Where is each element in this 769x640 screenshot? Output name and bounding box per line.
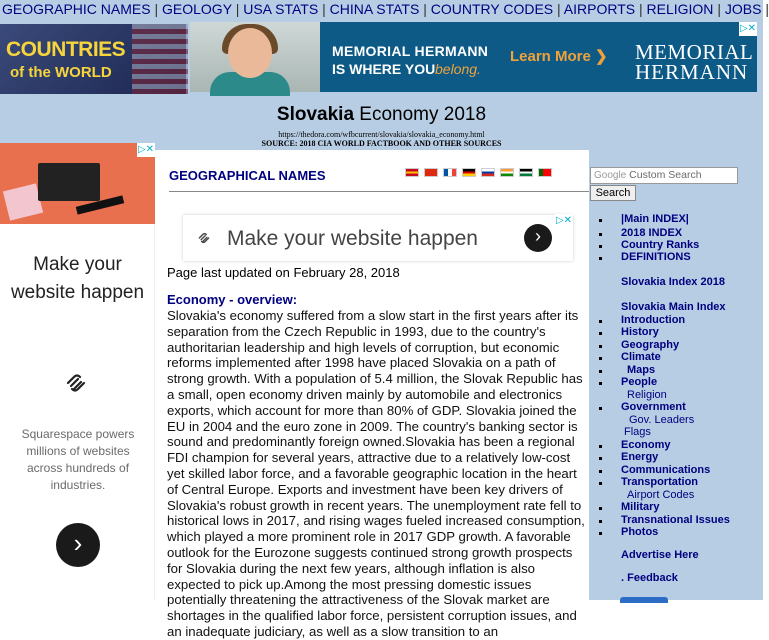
sidebar-item-photos[interactable]: Photos (621, 526, 659, 538)
sidebar-item-flags[interactable]: Flags (624, 426, 651, 438)
bullet-icon (599, 245, 602, 248)
sidebar-item-energy[interactable]: Energy (621, 451, 659, 463)
section-heading: Economy - overview: (167, 292, 298, 307)
bullet-icon (599, 532, 602, 535)
sidebar-item-feedback[interactable]: . Feedback (621, 572, 678, 584)
ad-brand-line-1: MEMORIAL (635, 40, 754, 64)
ad-headline: MEMORIAL HERMANN (332, 43, 489, 59)
source-note: SOURCE: 2018 CIA WORLD FACTBOOK AND OTHER SOURCES (261, 139, 502, 148)
sidebar-item-slovakia-index-2018[interactable]: Slovakia Index 2018 (621, 276, 725, 288)
inline-ad[interactable] (183, 215, 573, 261)
nav-link-geographic-names[interactable]: GEOGRAPHIC NAMES (2, 1, 151, 17)
sidebar-item-transportation[interactable]: Transportation (621, 476, 699, 488)
arabic-flag[interactable] (519, 168, 533, 177)
feedback-badge[interactable] (620, 597, 668, 603)
search-button[interactable]: Search (590, 185, 636, 201)
economy-overview-text: Slovakia's economy suffered from a slow start in the first years after its separation from the Czech Republic in 1993, due to the country's authoritarian leadership and high levels of corruption, but economic reforms implemented after 1998 have placed Slovakia on a path of strong growth. With a population of 5.4 million, the Slovak Republic has a small, open economy driven mainly by automobile and electronics exports, which account for more than 80% of GDP. Slovakia joined the EU in 2004 and the euro zone in 2009. The country's banking sector is sound and predominantly foreign owned.Slovakia has been a regional FDI champion for several years, attractive due to a relatively low-cost yet skilled labor force, and a favorable geographic location in the heart of Central Europe. Exports and investment have been key drivers of Slovakia's robust growth in recent years. The unemployment rate fell to historical lows in 2017, and rising wages fueled increased consumption, which played a more prominent role in 2017 GDP growth. A favorable outlook for the Eurozone suggests continued strong growth prospects for Slovakia during the next few years, although inflation is also expected to pick up.Among the most pressing domestic issues potentially threatening the attractiveness of the Slovak market are shortages in the qualified labor force, persistent corruption issues, and an inadequate judiciary, as well as a slow transition to an (167, 308, 585, 639)
sidebar-item-government[interactable]: Government (621, 401, 686, 413)
top-banner-ad[interactable] (190, 22, 757, 92)
ad-headline: Make your website happen (10, 254, 145, 303)
nav-link-religion[interactable]: RELIGION (646, 1, 714, 17)
logo-line-1: COUNTRIES (6, 38, 126, 61)
geographical-names-heading[interactable]: GEOGRAPHICAL NAMES (169, 168, 326, 183)
site-logo[interactable] (0, 24, 188, 94)
france-flag[interactable] (443, 168, 457, 177)
inline-ad-next-button[interactable]: › (524, 224, 552, 252)
divider (169, 191, 589, 192)
bullet-icon (599, 320, 602, 323)
sidebar-item-religion[interactable]: Religion (627, 389, 667, 401)
adchoices-icon[interactable]: ▷✕ (555, 215, 573, 226)
sidebar-item-introduction[interactable]: Introduction (621, 314, 686, 326)
ad-product-image (0, 143, 155, 224)
sidebar-item-history[interactable]: History (621, 326, 659, 338)
inline-ad-text: Make your website happen (227, 227, 478, 250)
sidebar-item-military[interactable]: Military (621, 501, 660, 513)
sidebar-item-people[interactable]: People (621, 376, 658, 388)
search-placeholder: Custom Search (629, 169, 702, 181)
sidebar-item-geography[interactable]: Geography (621, 339, 680, 351)
nav-link-geology[interactable]: GEOLOGY (162, 1, 232, 17)
last-updated-text: Page last updated on February 28, 2018 (167, 265, 400, 280)
ad-subline: IS WHERE YOU (332, 61, 436, 77)
page-title-area (0, 96, 763, 150)
sidebar-item-transnational-issues[interactable]: Transnational Issues (621, 514, 730, 526)
ad-photo (190, 22, 320, 92)
page-url: https://thedora.com/wfbcurrent/slovakia/slovakia_economy.html (278, 130, 485, 139)
sidebar-item-economy[interactable]: Economy (621, 439, 671, 451)
sidebar-item-communications[interactable]: Communications (621, 464, 711, 476)
russia-flag[interactable] (481, 168, 495, 177)
bullet-icon (599, 357, 602, 360)
india-flag[interactable] (500, 168, 514, 177)
spain-flag[interactable] (405, 168, 419, 177)
squarespace-logo-icon (64, 371, 88, 395)
china-flag[interactable] (424, 168, 438, 177)
bullet-icon (599, 345, 602, 348)
main-content (157, 150, 589, 639)
bullet-icon (599, 219, 602, 222)
logo-line-2: of the WORLD (10, 64, 112, 81)
sidebar-item-country-ranks[interactable]: Country Ranks (621, 239, 700, 251)
site-header (0, 20, 763, 96)
bullet-icon (599, 520, 602, 523)
ad-person-face (228, 28, 272, 78)
ad-next-button[interactable]: › (56, 523, 100, 567)
ad-subline-accent: belong. (435, 61, 481, 77)
ad-learn-more-button[interactable]: Learn More ❯ (510, 48, 608, 65)
logo-flag-decoration (132, 24, 188, 94)
nav-link-jobs[interactable]: JOBS (724, 1, 762, 17)
bullet-icon (599, 507, 602, 510)
nav-link-country-codes[interactable]: COUNTRY CODES (430, 1, 554, 17)
sidebar-item-2018-index[interactable]: 2018 INDEX (621, 227, 683, 239)
adchoices-icon[interactable]: ▷✕ (137, 144, 155, 155)
ad-brand-line-2: HERMANN (635, 60, 749, 84)
squarespace-logo-icon (196, 231, 212, 245)
google-logo: Google (594, 170, 627, 181)
ad-body-text: Squarespace powers millions of websites across hundreds of industries. (21, 427, 135, 492)
sidebar-item-slovakia-main-index[interactable]: Slovakia Main Index (621, 301, 726, 313)
left-sidebar-ad[interactable] (0, 143, 155, 600)
sidebar-item-main-index[interactable]: |Main INDEX| (621, 213, 689, 225)
sidebar-item-definitions[interactable]: DEFINITIONS (621, 251, 691, 263)
bullet-icon (599, 407, 602, 410)
sidebar-item-airport-codes[interactable]: Airport Codes (627, 489, 695, 501)
nav-link-usa-stats[interactable]: USA STATS (243, 1, 319, 17)
bullet-icon (599, 482, 602, 485)
search-input[interactable] (590, 167, 738, 184)
bullet-icon (599, 233, 602, 236)
sidebar-item-climate[interactable]: Climate (621, 351, 661, 363)
sidebar-item-gov-leaders[interactable]: Gov. Leaders (629, 414, 695, 426)
bullet-icon (599, 370, 602, 373)
language-flags (405, 168, 557, 178)
sidebar-item-advertise-here[interactable]: Advertise Here (621, 549, 699, 561)
ad-laptop (38, 163, 100, 201)
adchoices-icon[interactable]: ▷✕ (739, 23, 757, 34)
bullet-icon (599, 332, 602, 335)
bullet-icon (599, 257, 602, 260)
top-navigation: GEOGRAPHIC NAMES | GEOLOGY | USA STATS | CHINA STATS | COUNTRY CODES | AIRPORTS | RELIGION | JOBS | (0, 0, 763, 20)
bullet-icon (599, 470, 602, 473)
nav-link-china-stats[interactable]: CHINA STATS (329, 1, 420, 17)
nav-link-airports[interactable]: AIRPORTS (563, 1, 636, 17)
portugal-flag[interactable] (538, 168, 552, 177)
bullet-icon (599, 382, 602, 385)
bullet-icon (599, 445, 602, 448)
page-title: Slovakia Economy 2018 (276, 104, 487, 125)
bullet-icon (599, 457, 602, 460)
sidebar-item-maps[interactable]: Maps (627, 364, 656, 376)
germany-flag[interactable] (462, 168, 476, 177)
right-sidebar (589, 150, 763, 600)
